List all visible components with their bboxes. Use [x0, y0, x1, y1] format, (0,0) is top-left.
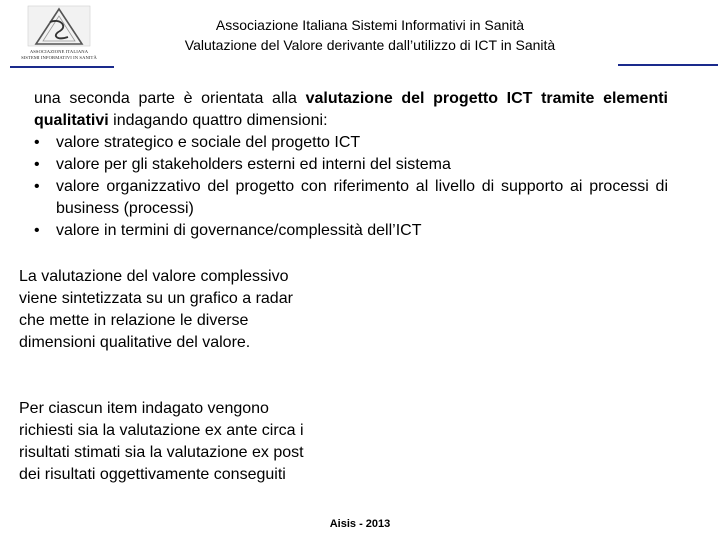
list-item [34, 176, 668, 220]
intro-sentence [34, 88, 668, 132]
header-title: Associazione Italiana Sistemi Informativi in Sanità [215, 17, 525, 33]
logo-caption-line-1: ASSOCIAZIONE ITALIANA [29, 49, 89, 54]
aisis-logo [10, 4, 108, 68]
footer-label: Aisis - 2013 [329, 518, 391, 530]
list-item-text: valore per gli stakeholders esterni ed interni del sistema [56, 156, 451, 173]
header-subtitle: Valutazione del Valore derivante dall’utilizzo di ICT in Sanità [184, 37, 556, 53]
bullet-icon: • [34, 156, 40, 173]
header-divider-right [618, 64, 718, 66]
bullet-icon: • [34, 134, 40, 151]
radar-summary-paragraph: La valutazione del valore complessivo viene sintetizzata su un grafico a radar che mette in relazione le diverse dimensioni qualitative del valore. [19, 268, 293, 351]
intro-text-start: una seconda parte è orientata alla [34, 90, 306, 107]
list-item [34, 220, 668, 242]
list-item-text: valore strategico e sociale del progetto ICT [56, 134, 361, 151]
bullet-icon: • [34, 222, 40, 239]
logo-mark-icon [10, 4, 108, 50]
list-item [34, 154, 668, 176]
list-item-text: valore organizzativo del progetto con riferimento al livello di supporto ai processi di business (processi) [56, 178, 668, 217]
logo-caption-line-2: SISTEMI INFORMATIVI IN SANITÀ [21, 55, 97, 60]
intro-text-end: indagando quattro dimensioni: [108, 112, 328, 129]
dimensions-list [34, 132, 668, 242]
intro-block [34, 88, 668, 242]
bullet-icon: • [34, 178, 40, 195]
intro-bold-phrase: valutazione del progetto ICT tramite elementi qualitativi [34, 90, 669, 129]
list-item-text: valore in termini di governance/complessità dell’ICT [56, 222, 422, 239]
evaluation-paragraph: Per ciascun item indagato vengono richiesti sia la valutazione ex ante circa i risultati stimati sia la valutazione ex post dei risultati oggettivamente conseguiti [19, 400, 304, 483]
list-item [34, 132, 668, 154]
logo-caption [10, 49, 108, 61]
header-divider-left [10, 66, 114, 68]
